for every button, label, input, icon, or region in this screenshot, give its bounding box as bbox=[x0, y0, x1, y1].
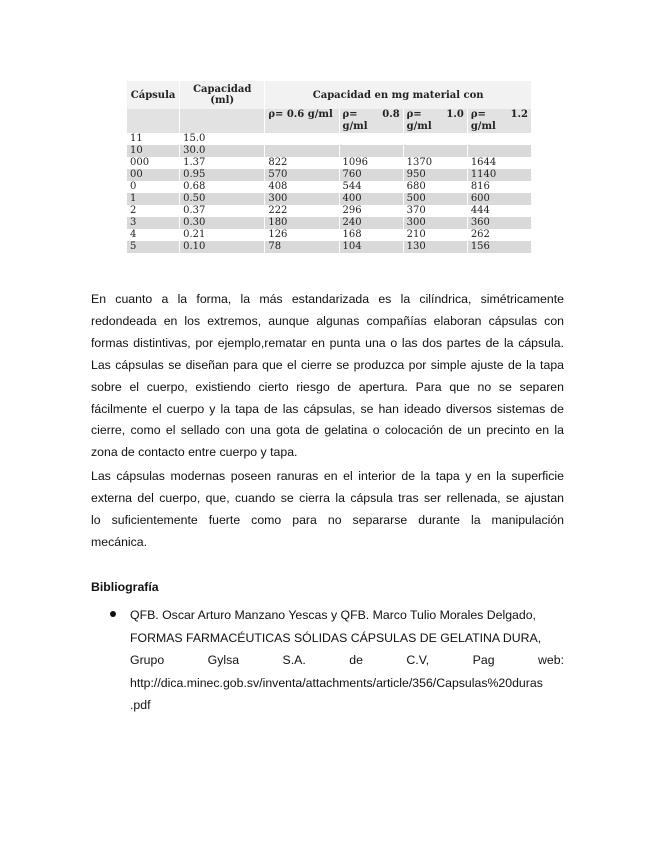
table-cell-v3: 300 bbox=[404, 217, 467, 229]
table-cell-v2: 544 bbox=[340, 181, 403, 193]
subheader-density-2 bbox=[340, 109, 403, 133]
table-cell-v3: 130 bbox=[404, 241, 467, 253]
table-cell-capacidad: 0.50 bbox=[180, 193, 264, 205]
table-cell-capsula: 5 bbox=[127, 241, 179, 253]
density-symbol: ρ= bbox=[342, 109, 358, 120]
bibliography-title: Bibliografía bbox=[91, 580, 159, 594]
table-cell-v4: 360 bbox=[468, 217, 531, 229]
table-subheader-row bbox=[127, 109, 531, 133]
density-value: 0.8 bbox=[382, 109, 400, 120]
text-line: fácilmente el cuerpo y la tapa de las cápsulas, se han ideado diversos sistemas de bbox=[91, 401, 564, 416]
table-cell-capsula: 10 bbox=[127, 145, 179, 157]
table-cell-v4: 600 bbox=[468, 193, 531, 205]
text-line: En cuanto a la forma, la más estandarizada es la cilíndrica, simétricamente bbox=[91, 292, 564, 306]
table-cell-v1: 570 bbox=[265, 169, 338, 181]
table-cell-capacidad: 30.0 bbox=[180, 145, 264, 157]
table-cell-v4: 156 bbox=[468, 241, 531, 253]
header-capacidad-line1: Capacidad bbox=[193, 84, 252, 95]
text-line: redondeada en los extremos, aunque algunas compañías elaboran cápsulas con bbox=[91, 313, 564, 328]
bibliography-line: .pdf bbox=[130, 698, 151, 712]
table-row bbox=[127, 145, 531, 157]
text-line: sobre el cuerpo, existiendo cierto riesgo de apertura. Para que no se separen bbox=[91, 379, 564, 394]
capsule-capacity-table bbox=[126, 81, 532, 253]
text-line: mecánica. bbox=[91, 534, 148, 549]
text-line: Las cápsulas modernas poseen ranuras en el interior de la tapa y en la superficie bbox=[91, 469, 564, 483]
table-cell-v1: 126 bbox=[265, 229, 338, 241]
table-cell-v1: 222 bbox=[265, 205, 338, 217]
table-cell-v2: 1096 bbox=[340, 157, 403, 169]
table-cell-v1: 822 bbox=[265, 157, 338, 169]
density-symbol: ρ= bbox=[406, 109, 422, 120]
table-cell-capsula: 1 bbox=[127, 193, 179, 205]
table-cell-v2: 400 bbox=[340, 193, 403, 205]
bibliography-line: QFB. Oscar Arturo Manzano Yescas y QFB. Marco Tulio Morales Delgado, bbox=[130, 608, 536, 622]
subheader-density-3 bbox=[404, 109, 467, 133]
table-cell-v2: 296 bbox=[340, 205, 403, 217]
table-row bbox=[127, 217, 531, 229]
table-cell-capacidad: 0.10 bbox=[180, 241, 264, 253]
table-cell-v1: 408 bbox=[265, 181, 338, 193]
table-row bbox=[127, 205, 531, 217]
table-cell-v4: 816 bbox=[468, 181, 531, 193]
table-cell-v3: 370 bbox=[404, 205, 467, 217]
bibliography-line: http://dica.minec.gob.sv/inventa/attachments/article/356/Capsulas%20duras bbox=[130, 675, 543, 690]
table-cell-v3: 680 bbox=[404, 181, 467, 193]
table-cell-v2 bbox=[340, 145, 403, 157]
table-cell-v3 bbox=[404, 145, 467, 157]
table-row bbox=[127, 181, 531, 193]
table-cell-capsula: 4 bbox=[127, 229, 179, 241]
table-row bbox=[127, 169, 531, 181]
table-cell-capacidad: 0.68 bbox=[180, 181, 264, 193]
table-cell-capsula: 000 bbox=[127, 157, 179, 169]
density-symbol: ρ= bbox=[470, 109, 486, 120]
table-cell-v2: 104 bbox=[340, 241, 403, 253]
table-cell-v4: 262 bbox=[468, 229, 531, 241]
table-row bbox=[127, 241, 531, 253]
header-capacidad bbox=[180, 81, 264, 109]
bibliography-entry bbox=[130, 604, 564, 717]
table-header-row bbox=[127, 81, 531, 109]
table-cell-capacidad: 15.0 bbox=[180, 133, 264, 145]
header-capsula: Cápsula bbox=[127, 81, 179, 109]
table-row bbox=[127, 133, 531, 145]
text-line: cierre, como el sellado con una gota de gelatina o colocación de un precinto en la bbox=[91, 423, 564, 438]
table-cell-v2: 240 bbox=[340, 217, 403, 229]
density-value: 1.2 bbox=[510, 109, 528, 120]
density-unit: g/ml bbox=[406, 121, 432, 132]
table-cell-v3: 1370 bbox=[404, 157, 467, 169]
table-cell-capacidad: 0.30 bbox=[180, 217, 264, 229]
subheader-empty-1 bbox=[127, 109, 179, 133]
table-cell-capsula: 00 bbox=[127, 169, 179, 181]
density-value: 1.0 bbox=[446, 109, 464, 120]
table-cell-v3: 950 bbox=[404, 169, 467, 181]
subheader-density-4 bbox=[468, 109, 531, 133]
table-cell-v2: 760 bbox=[340, 169, 403, 181]
subheader-empty-2 bbox=[180, 109, 264, 133]
table-row bbox=[127, 229, 531, 241]
table-cell-v1 bbox=[265, 145, 338, 157]
text-line: zona de contacto entre cuerpo y tapa. bbox=[91, 445, 298, 460]
paragraph-modern-capsules bbox=[91, 466, 564, 554]
bibliography-line: FORMAS FARMACÉUTICAS SÓLIDAS CÁPSULAS DE GELATINA DURA, bbox=[130, 630, 542, 645]
table-cell-v2 bbox=[340, 133, 403, 145]
text-line: formas distintivas, por ejemplo,rematar en punta una o las dos partes de la cápsula. bbox=[91, 335, 564, 350]
table-cell-v3: 210 bbox=[404, 229, 467, 241]
density-label: ρ= 0.6 g/ml bbox=[268, 109, 333, 120]
table-body bbox=[127, 109, 531, 253]
table-cell-v4: 1644 bbox=[468, 157, 531, 169]
table-cell-v4 bbox=[468, 145, 531, 157]
bullet-icon bbox=[110, 611, 116, 617]
table-cell-v2: 168 bbox=[340, 229, 403, 241]
table-cell-v1 bbox=[265, 133, 338, 145]
header-capacidad-line2: (ml) bbox=[210, 95, 235, 106]
table-row bbox=[127, 193, 531, 205]
table-cell-capsula: 11 bbox=[127, 133, 179, 145]
table-cell-v1: 300 bbox=[265, 193, 338, 205]
table-cell-v3: 500 bbox=[404, 193, 467, 205]
text-line: externa del cuerpo, que, cuando se cierra la cápsula tras ser rellenada, se ajustan bbox=[91, 490, 564, 505]
table-cell-v1: 78 bbox=[265, 241, 338, 253]
table-cell-capsula: 0 bbox=[127, 181, 179, 193]
table-cell-capacidad: 1.37 bbox=[180, 157, 264, 169]
table-cell-v3 bbox=[404, 133, 467, 145]
table-cell-v4 bbox=[468, 133, 531, 145]
table-cell-capacidad: 0.21 bbox=[180, 229, 264, 241]
table-cell-capsula: 3 bbox=[127, 217, 179, 229]
table-cell-capsula: 2 bbox=[127, 205, 179, 217]
subheader-density-1 bbox=[265, 109, 338, 133]
table-cell-capacidad: 0.95 bbox=[180, 169, 264, 181]
header-capacity-group: Capacidad en mg material con bbox=[265, 81, 531, 109]
table-cell-v1: 180 bbox=[265, 217, 338, 229]
table-cell-v4: 1140 bbox=[468, 169, 531, 181]
text-line: lo suficientemente fuerte como para no separarse durante la manipulación bbox=[91, 512, 564, 527]
bibliography-line: Grupo Gylsa S.A. de C.V, Pag web: bbox=[130, 653, 564, 667]
text-line: Las cápsulas se diseñan para que el cierre se produzca por simple ajuste de la tapa bbox=[91, 357, 564, 372]
table-cell-capacidad: 0.37 bbox=[180, 205, 264, 217]
density-unit: g/ml bbox=[470, 121, 496, 132]
paragraph-capsule-shape bbox=[91, 289, 564, 464]
table-row bbox=[127, 157, 531, 169]
density-unit: g/ml bbox=[342, 121, 368, 132]
table-cell-v4: 444 bbox=[468, 205, 531, 217]
capsule-capacity-table-container bbox=[126, 81, 532, 288]
